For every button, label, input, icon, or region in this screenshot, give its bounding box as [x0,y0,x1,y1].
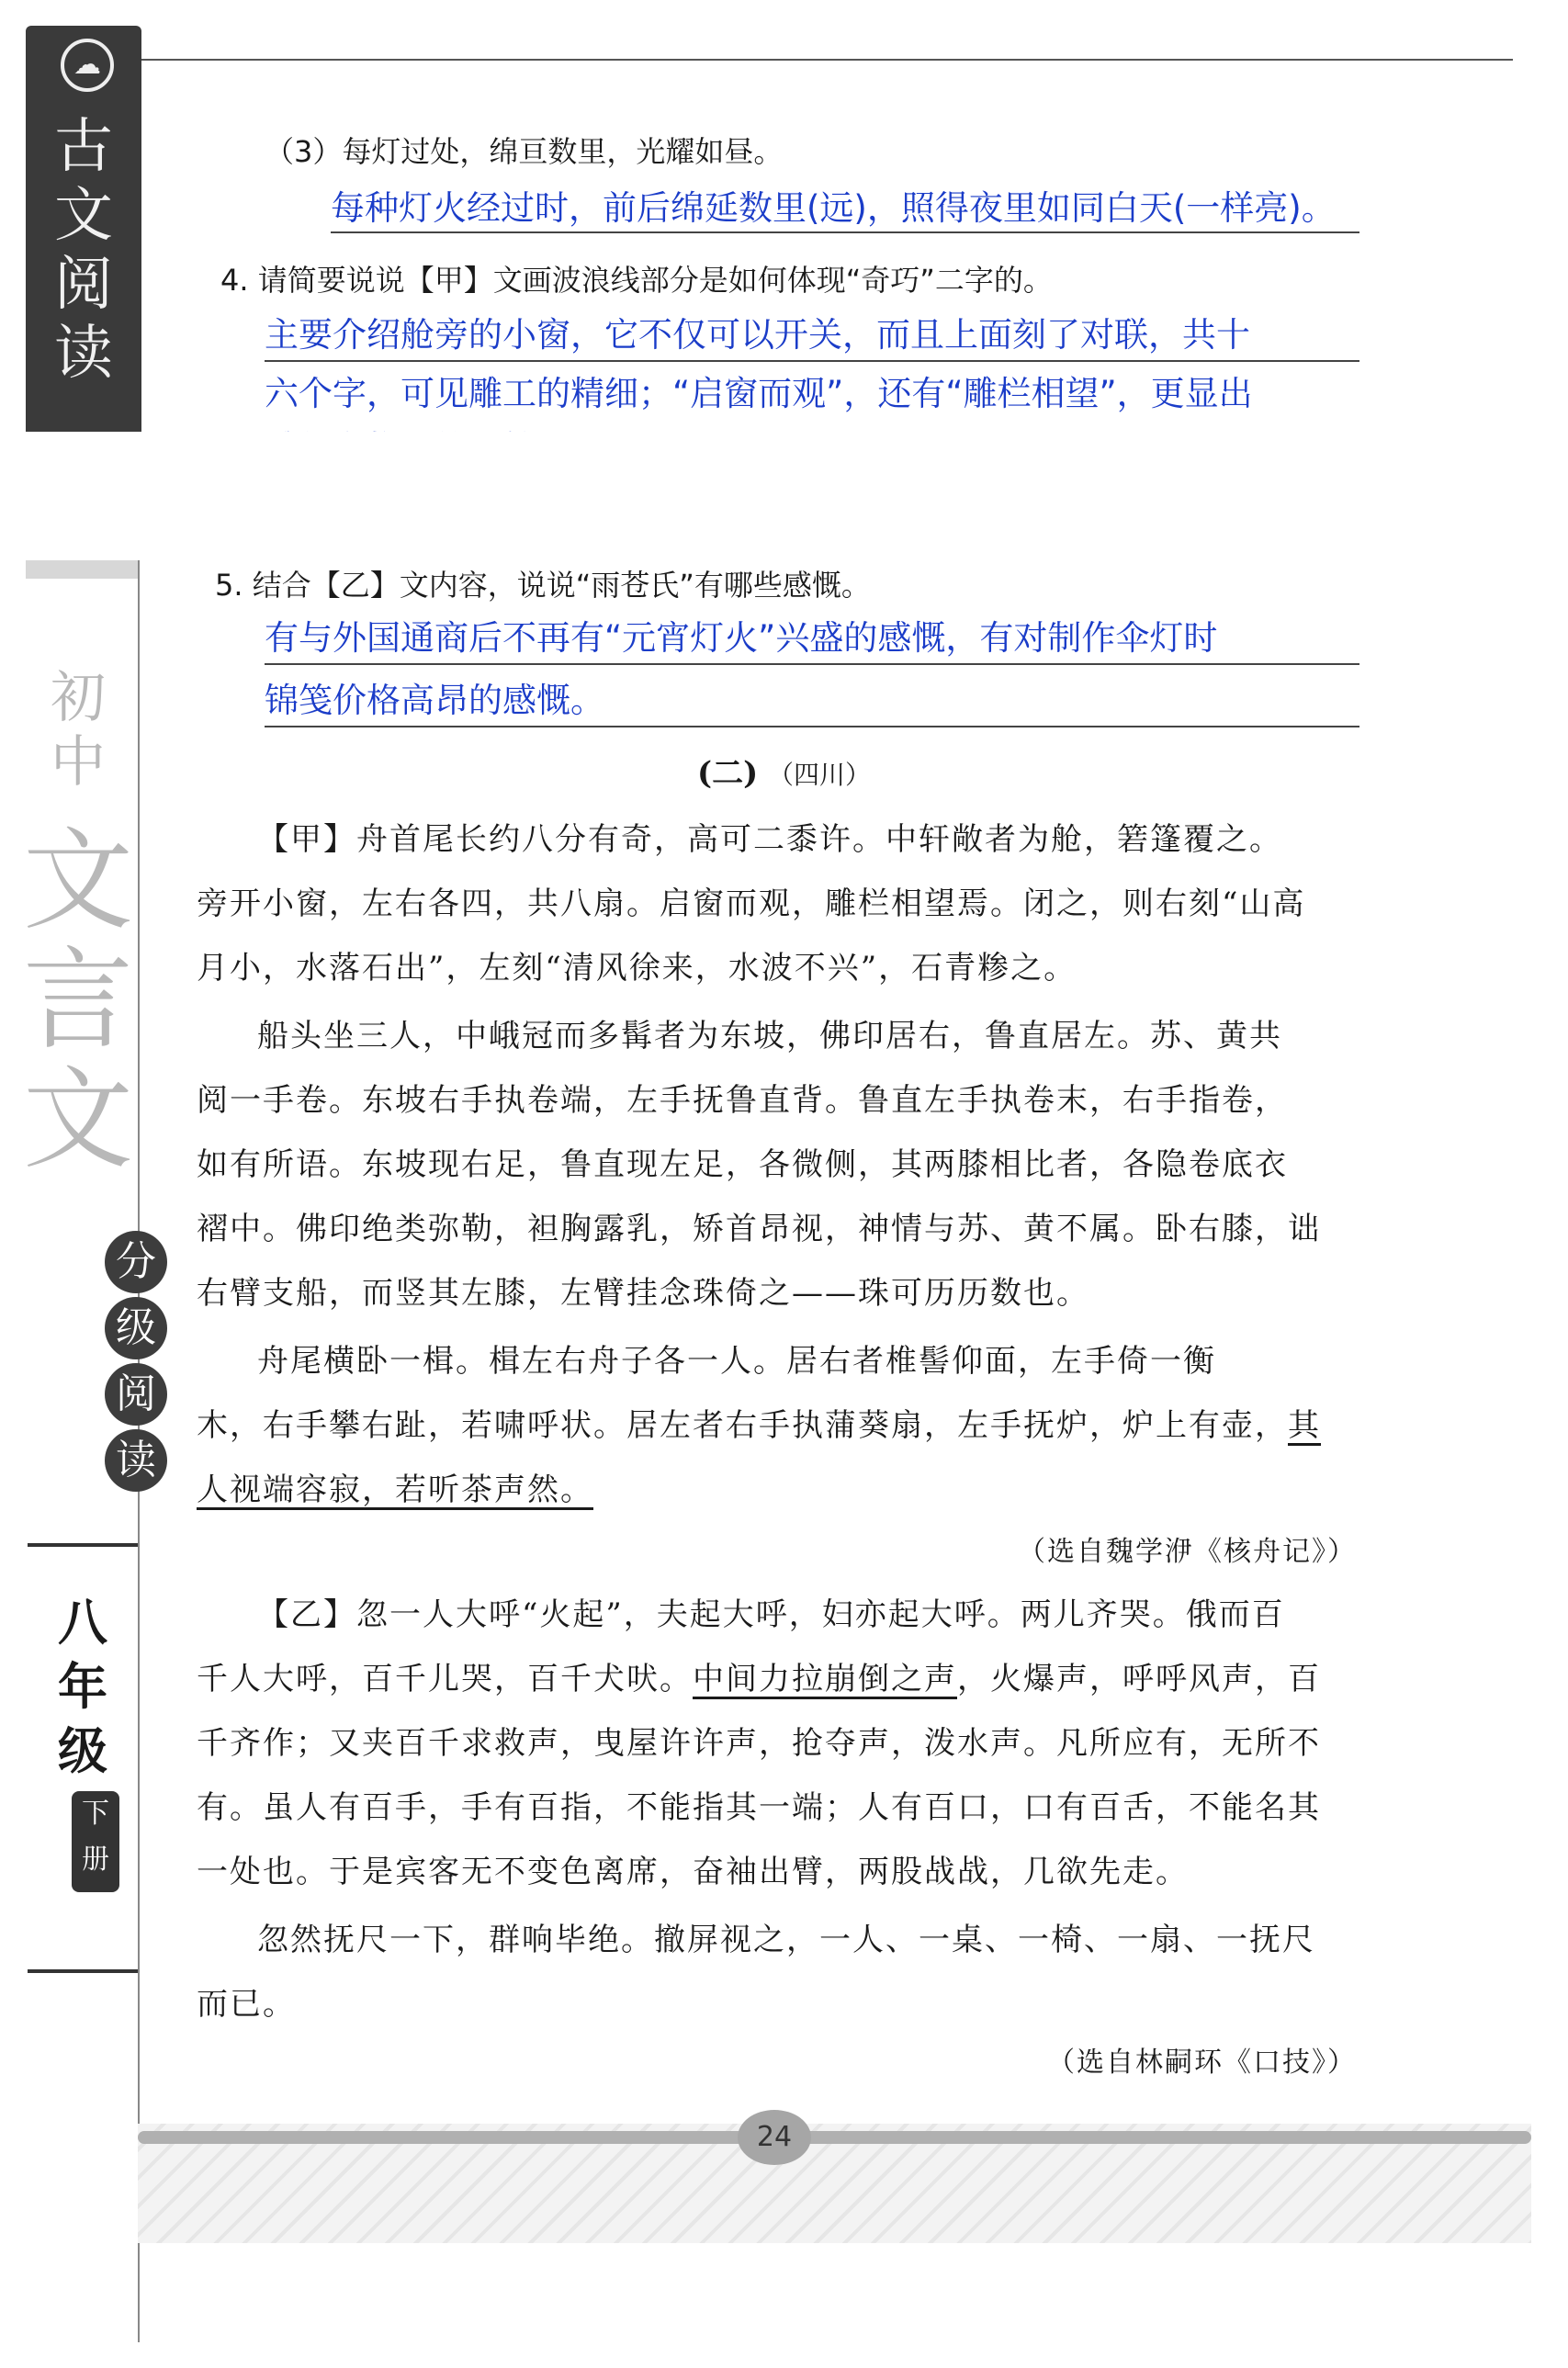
tab-char: 阅 [54,251,113,319]
item5-answer-line: 有与外国通商后不再有“元宵灯火”兴盛的感慨，有对制作伞灯时 [265,618,1218,658]
yi-line [197,1653,1321,1698]
volume-char: 下 [82,1798,109,1830]
item4-answer-line: 主要介绍舱旁的小窗，它不仅可以开关，而且上面刻了对联，共十 [265,315,1250,355]
volume-char: 册 [82,1844,109,1876]
level-badge-stack [105,1231,173,1495]
series-char: 中 [51,730,106,795]
jia-text: 木，右手攀右趾，若啸呼状。居左者右手执蒲葵扇，左手抚炉，炉上有壶， [197,1407,1288,1444]
yi-line: 有。虽人有百手，手有百指，不能指其一端；人有百口，口有百舌，不能名其 [197,1789,1321,1826]
yi-line: 而已。 [197,1986,296,2023]
jia-line: 阅一手卷。东坡右手执卷端，左手抚鲁直背。鲁直左手执卷末，右手指卷， [197,1082,1288,1119]
jia-line: 旁开小窗，左右各四，共八扇。启窗而观，雕栏相望焉。闭之，则右刻“山高 [197,885,1306,922]
tab-char: 读 [54,320,113,388]
section-heading [0,748,1568,793]
grade-char: 年 [58,1657,107,1716]
jia-source: （选自魏学洢《核舟记》） [1018,1536,1357,1568]
level-char: 级 [105,1297,167,1359]
yi-line: 一处也。于是宾客无不变色离席，奋袖出臂，两股战战，几欲先走。 [197,1854,1189,1890]
header-rule [138,59,1513,61]
grade-char: 级 [58,1721,107,1780]
jia-line: 右臂支船，而竖其左膝，左臂挂念珠倚之——珠可历历数也。 [197,1275,1089,1312]
jia-line: 舟尾横卧一楫。楫左右舟子各一人。居右者椎髻仰面，左手倚一衡 [257,1343,1216,1380]
yi-text: ，火爆声，呼呼风声，百 [957,1661,1321,1697]
title-char: 言 [23,937,133,1065]
yi-line: 千齐作；又夹百千求救声，曳屋许许声，抢夺声，泼水声。凡所应有，无所不 [197,1725,1321,1762]
jia-line: 船头坐三人，中峨冠而多髯者为东坡，佛印居右，鲁直居左。苏、黄共 [257,1018,1282,1054]
jia-line: 如有所语。东坡现右足，鲁直现左足，各微侧，其两膝相比者，各隐卷底衣 [197,1146,1288,1183]
yi-underlined-text: 中间力拉崩倒之声 [693,1661,957,1697]
tab-char: 古 [54,113,113,181]
crop-gap [0,432,1568,560]
item4-answer-line: 六个字，可见雕工的精细；“启窗而观”，还有“雕栏相望”，更显出 [265,374,1253,413]
item3-answer: 每种灯火经过时，前后绵延数里(远)，照得夜里如同白天(一样亮)。 [331,188,1336,228]
grade-box [28,1543,138,1973]
yi-line: 忽然抚尺一下，群响毕绝。撤屏视之，一人、一桌、一椅、一扇、一抚尺 [257,1922,1315,1958]
jia-underlined-text: 人视端容寂，若听茶声然。 [197,1472,593,1508]
volume-badge [72,1791,119,1892]
jia-underlined-text: 其 [1288,1407,1321,1444]
title-char: 文 [23,818,133,945]
section-region: （四川） [767,760,871,790]
title-char: 文 [23,1056,133,1184]
item4-question: 4. 请简要说说【甲】文画波浪线部分是如何体现“奇巧”二字的。 [220,263,1053,298]
level-char: 分 [105,1231,167,1293]
item5-question: 5. 结合【乙】文内容，说说“雨苍氏”有哪些感慨。 [215,568,871,603]
top-page-fragment [0,0,1568,432]
jia-line: 月小，水落石出”，左刻“清风徐来，水波不兴”，石青糁之。 [197,950,1077,987]
jia-line: 褶中。佛印绝类弥勒，袒胸露乳，矫首昂视，神情与苏、黄不属。卧右膝，诎 [197,1211,1321,1247]
level-char: 阅 [105,1363,167,1426]
jia-line: 【甲】舟首尾长约八分有奇，高可二黍许。中轩敞者为舱，箬篷覆之。 [257,821,1282,858]
answer-line [331,231,1359,233]
section-number: (二) [696,755,759,792]
page-number: 24 [738,2110,811,2165]
cloud-emblem-icon: ☁ [61,39,114,92]
yi-source: （选自林嗣环《口技》） [1047,2047,1357,2079]
jia-line [197,1464,593,1509]
jia-line [197,1400,1321,1445]
grade-char: 八 [58,1593,107,1652]
sidebar-corner [26,560,140,579]
footer-rule [138,2131,1531,2144]
answer-line [265,663,1359,665]
series-char: 初 [51,666,106,730]
item3-question: （3）每灯过处，绵亘数里，光耀如昼。 [265,134,784,169]
answer-line [265,360,1359,362]
yi-line: 【乙】忽一人大呼“火起”，夫起大呼，妇亦起大呼。两儿齐哭。俄而百 [257,1596,1285,1633]
level-char: 读 [105,1429,167,1492]
tab-char: 文 [54,182,113,250]
item5-answer-line: 锦笺价格高昂的感慨。 [265,681,604,720]
answer-line [265,726,1359,727]
series-tab [26,26,141,432]
yi-text: 千人大呼，百千儿哭，百千犬吠。 [197,1661,693,1697]
